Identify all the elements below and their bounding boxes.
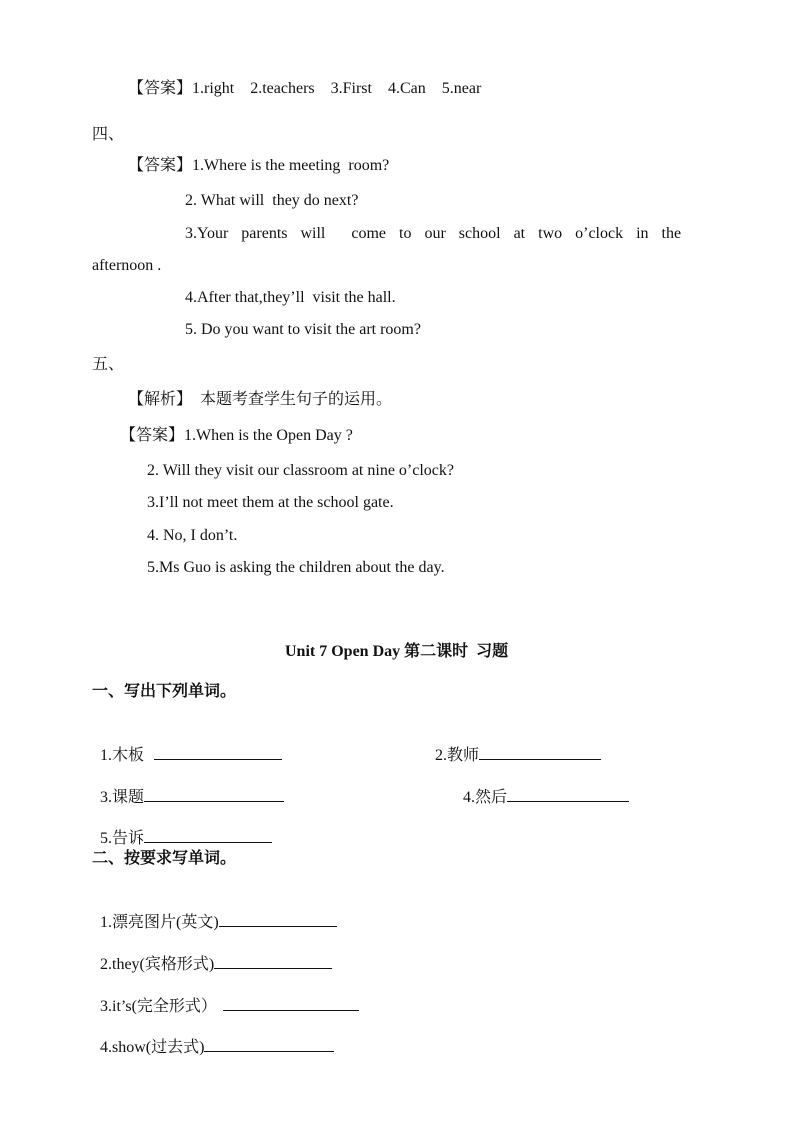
question-label: 5.告诉 xyxy=(100,830,145,847)
answer-line: 【答案】1.When is the Open Day ? xyxy=(120,427,353,444)
answer-blank[interactable] xyxy=(507,787,629,802)
answer-line-continuation: afternoon . xyxy=(92,257,162,274)
answer-blank[interactable] xyxy=(223,996,359,1011)
analysis-line: 【解析】 本题考查学生句子的运用。 xyxy=(128,391,393,408)
answer-line: 3.Your parents will come to our school at two o’clock in the xyxy=(185,225,682,242)
question-item xyxy=(92,808,272,849)
part-heading: 一、写出下列单词。 xyxy=(92,683,237,700)
answer-line: 【答案】1.right 2.teachers 3.First 4.Can 5.near xyxy=(128,80,482,97)
question-item xyxy=(92,1017,334,1058)
answer-line: 5. Do you want to visit the art room? xyxy=(185,321,421,338)
answer-line: 5.Ms Guo is asking the children about the day. xyxy=(147,559,445,576)
question-label: 3.it’s(完全形式） xyxy=(100,998,217,1015)
section-heading: 四、 xyxy=(92,126,125,143)
answer-blank[interactable] xyxy=(154,745,282,760)
answer-blank[interactable] xyxy=(479,745,601,760)
question-label: 2.they(宾格形式) xyxy=(100,956,215,973)
exercise-title: Unit 7 Open Day 第二课时 习题 xyxy=(285,643,509,660)
answer-blank[interactable] xyxy=(204,1037,334,1052)
answer-line: 2. Will they visit our classroom at nine o’clock? xyxy=(147,462,454,479)
answer-blank[interactable] xyxy=(144,828,272,843)
answer-line: 【答案】1.Where is the meeting room? xyxy=(128,157,390,174)
question-label: 1.木板 xyxy=(100,747,149,764)
answer-blank[interactable] xyxy=(144,787,284,802)
question-label: 3.课题 xyxy=(100,789,145,806)
question-item xyxy=(92,767,284,808)
question-item xyxy=(92,976,359,1017)
question-label: 4.然后 xyxy=(463,789,508,806)
question-item xyxy=(92,725,282,766)
answer-line: 2. What will they do next? xyxy=(185,192,359,209)
part-heading: 二、按要求写单词。 xyxy=(92,850,237,867)
question-label: 2.教师 xyxy=(435,747,480,764)
answer-line: 4.After that,they’ll visit the hall. xyxy=(185,289,396,306)
question-item xyxy=(92,892,337,933)
question-item xyxy=(427,725,601,766)
question-label: 1.漂亮图片(英文) xyxy=(100,914,219,931)
answer-blank[interactable] xyxy=(219,912,337,927)
section-heading: 五、 xyxy=(92,356,125,373)
answer-blank[interactable] xyxy=(214,954,332,969)
question-item xyxy=(92,934,332,975)
answer-line: 4. No, I don’t. xyxy=(147,527,238,544)
question-label: 4.show(过去式) xyxy=(100,1039,205,1056)
answer-line: 3.I’ll not meet them at the school gate. xyxy=(147,494,394,511)
question-item xyxy=(455,767,629,808)
